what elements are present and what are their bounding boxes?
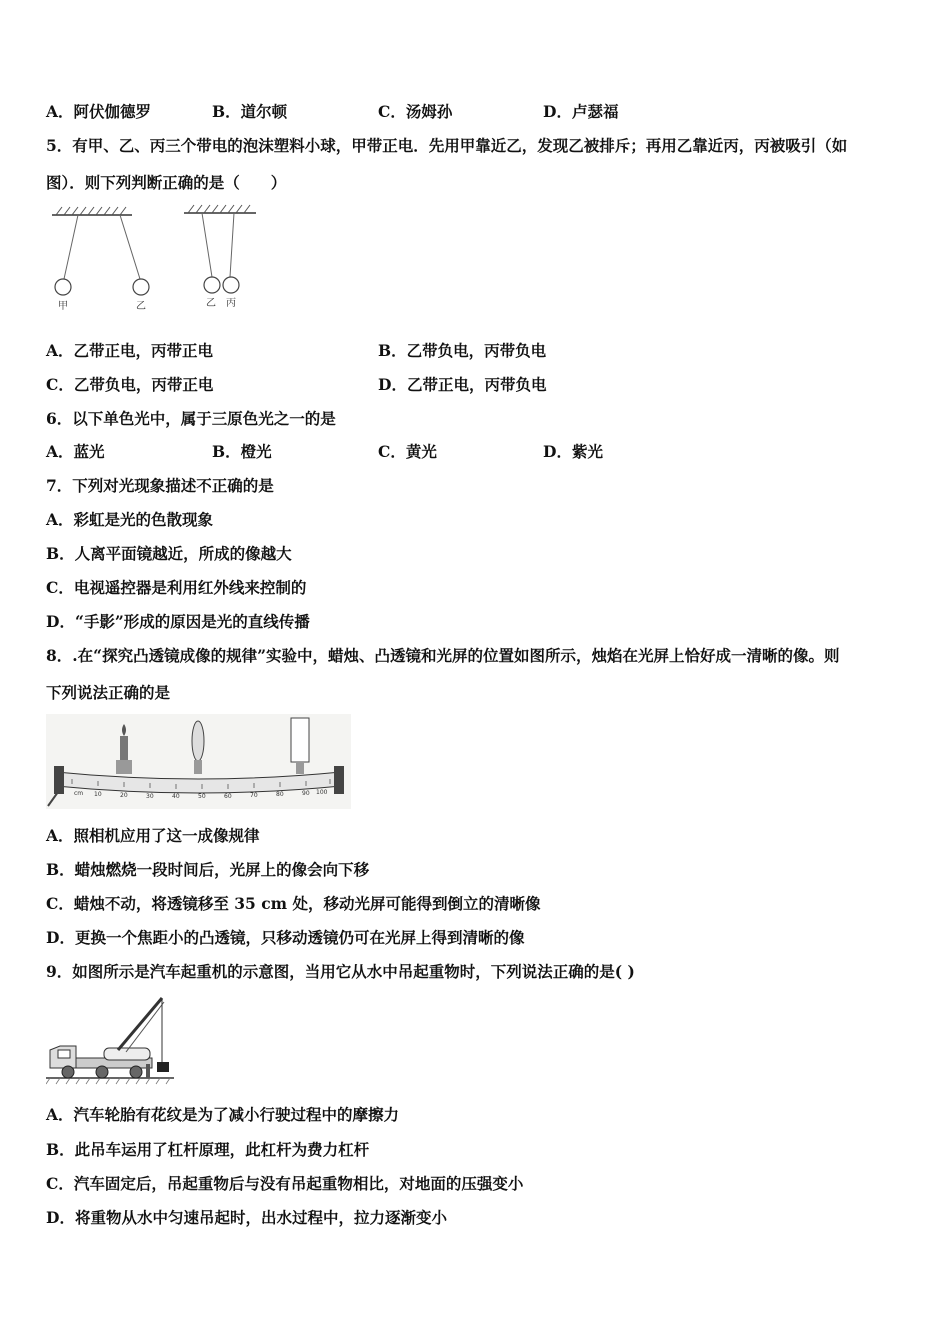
option-text: 照相机应用了这一成像规律	[73, 826, 260, 845]
label-bing: 丙	[226, 298, 236, 309]
option-text: 彩虹是光的色散现象	[73, 510, 214, 529]
option-key: C	[378, 102, 391, 121]
q5-option-a: A．乙带正电，丙带正电	[46, 341, 214, 360]
option-text: 人离平面镜越近，所成的像越大	[74, 544, 292, 563]
q9-option-a: A．汽车轮胎有花纹是为了减小行驶过程中的摩擦力	[46, 1105, 400, 1124]
crane-body	[104, 1048, 150, 1060]
option-key: A	[46, 510, 59, 529]
q7-option-d: D．“手影”形成的原因是光的直线传播	[46, 612, 310, 631]
label-yi2: 乙	[206, 298, 216, 309]
option-text: 乙带负电，丙带负电	[406, 341, 547, 360]
option-key: A	[46, 102, 59, 121]
tick-cm: cm	[74, 790, 84, 797]
option-text: 黄光	[405, 442, 437, 461]
option-text: 电视遥控器是利用红外线来控制的	[73, 578, 307, 597]
tick-40: 40	[172, 793, 180, 800]
yi2-string	[202, 213, 212, 277]
option-text: 紫光	[571, 442, 603, 461]
option-text: 此吊车运用了杠杆原理，此杠杆为费力杠杆	[74, 1140, 370, 1159]
option-key: C	[46, 578, 59, 597]
option-key: D	[378, 375, 392, 394]
q9-option-c: C．汽车固定后，吊起重物后与没有吊起重物相比，对地面的压强变小	[46, 1174, 524, 1193]
wheel-rear	[130, 1066, 142, 1078]
option-key: D	[46, 928, 60, 947]
option-key: C	[46, 894, 59, 913]
q7-stem: 7．下列对光现象描述不正确的是	[46, 476, 274, 495]
q8-stem-line1: 8．.在“探究凸透镜成像的规律”实验中，蜡烛、凸透镜和光屏的位置如图所示，烛焰在光屏上恰好成一清晰的像。则	[46, 646, 840, 665]
q9-option-b: B．此吊车运用了杠杆原理，此杠杆为费力杠杆	[46, 1140, 370, 1159]
option-text: 乙带负电，丙带正电	[73, 375, 214, 394]
truck-cab	[50, 1046, 76, 1068]
tick-80: 80	[276, 791, 284, 798]
bing-string	[230, 213, 234, 277]
option-text: 乙带正电，丙带负电	[406, 375, 547, 394]
tick-60: 60	[224, 793, 232, 800]
ball-bing	[223, 277, 239, 293]
option-key: D	[46, 1208, 60, 1227]
wheel-middle	[96, 1066, 108, 1078]
q4-option-b: B．道尔顿	[212, 102, 288, 121]
tick-30: 30	[146, 793, 154, 800]
option-key: D	[543, 442, 557, 461]
tick-50: 50	[198, 793, 206, 800]
q9-crane-truck-figure	[46, 992, 176, 1092]
q9-stem: 9．如图所示是汽车起重机的示意图，当用它从水中吊起重物时，下列说法正确的是( )	[46, 962, 635, 981]
option-key: D	[46, 612, 60, 631]
crane-boom	[118, 998, 164, 1052]
option-text: 乙带正电，丙带正电	[73, 341, 214, 360]
option-text: 汽车轮胎有花纹是为了减小行驶过程中的摩擦力	[73, 1105, 400, 1124]
q5-stem-line2: 图）．则下列判断正确的是（ ）	[46, 173, 287, 192]
q6-option-a: A．蓝光	[46, 442, 105, 461]
tick-10: 10	[94, 791, 102, 798]
option-text: 将重物从水中匀速吊起时，出水过程中，拉力逐渐变小	[74, 1208, 447, 1227]
option-key: B	[212, 442, 226, 461]
ball-yi	[133, 279, 149, 295]
option-text: “手影”形成的原因是光的直线传播	[74, 612, 310, 631]
q5-pendulum-figure	[46, 203, 262, 315]
option-text: 橙光	[240, 442, 272, 461]
option-key: B	[46, 860, 60, 879]
wheel-front	[62, 1066, 74, 1078]
option-key: B	[46, 544, 60, 563]
option-key: C	[378, 442, 391, 461]
ball-jia	[55, 279, 71, 295]
option-text: 蜡烛燃烧一段时间后，光屏上的像会向下移	[74, 860, 370, 879]
q6-stem: 6．以下单色光中，属于三原色光之一的是	[46, 409, 336, 428]
q5-option-b: B．乙带负电，丙带负电	[378, 341, 547, 360]
q5-option-c: C．乙带负电，丙带正电	[46, 375, 214, 394]
option-key: B	[212, 102, 226, 121]
q7-option-a: A．彩虹是光的色散现象	[46, 510, 214, 529]
option-key: A	[46, 1105, 59, 1124]
tick-20: 20	[120, 792, 128, 799]
option-key: D	[543, 102, 557, 121]
q8-option-b: B．蜡烛燃烧一段时间后，光屏上的像会向下移	[46, 860, 370, 879]
q8-option-a: A．照相机应用了这一成像规律	[46, 826, 260, 845]
q4-option-c: C．汤姆孙	[378, 102, 453, 121]
option-key: A	[46, 442, 59, 461]
q5-option-d: D．乙带正电，丙带负电	[378, 375, 547, 394]
heavy-load	[157, 1062, 169, 1072]
ball-yi2	[204, 277, 220, 293]
option-text: 卢瑟福	[571, 102, 619, 121]
tick-70: 70	[250, 792, 258, 799]
option-text: 阿伏伽德罗	[73, 102, 152, 121]
q8-option-d: D．更换一个焦距小的凸透镜，只移动透镜仍可在光屏上得到清晰的像	[46, 928, 525, 947]
option-key: C	[46, 375, 59, 394]
tick-90: 90	[302, 790, 310, 797]
q6-option-c: C．黄光	[378, 442, 437, 461]
q5-stem-line1: 5．有甲、乙、丙三个带电的泡沫塑料小球，甲带正电．先用甲靠近乙，发现乙被排斥；再用乙靠近丙，丙被吸引（如	[46, 136, 848, 155]
q4-option-d: D．卢瑟福	[543, 102, 619, 121]
label-yi: 乙	[136, 301, 146, 312]
option-text: 汤姆孙	[405, 102, 453, 121]
option-key: B	[46, 1140, 60, 1159]
option-key: A	[46, 341, 59, 360]
option-text: 道尔顿	[240, 102, 288, 121]
option-text: 更换一个焦距小的凸透镜，只移动透镜仍可在光屏上得到清晰的像	[74, 928, 525, 947]
jia-string	[64, 215, 78, 279]
outrigger	[146, 1064, 150, 1078]
q7-option-b: B．人离平面镜越近，所成的像越大	[46, 544, 292, 563]
q6-option-d: D．紫光	[543, 442, 603, 461]
option-text: 蓝光	[73, 442, 105, 461]
option-text: 蜡烛不动，将透镜移至 35 cm 处，移动光屏可能得到倒立的清晰像	[73, 894, 541, 913]
q8-optical-bench-figure	[46, 714, 351, 809]
tick-100: 100	[316, 789, 328, 796]
option-key: A	[46, 826, 59, 845]
option-key: B	[378, 341, 392, 360]
option-key: C	[46, 1174, 59, 1193]
label-jia: 甲	[58, 301, 68, 312]
yi-string	[120, 215, 140, 279]
option-text: 汽车固定后，吊起重物后与没有吊起重物相比，对地面的压强变小	[73, 1174, 524, 1193]
q8-stem-line2: 下列说法正确的是	[46, 683, 171, 702]
q4-option-a: A．阿伏伽德罗	[46, 102, 152, 121]
q6-option-b: B．橙光	[212, 442, 272, 461]
q9-option-d: D．将重物从水中匀速吊起时，出水过程中，拉力逐渐变小	[46, 1208, 447, 1227]
q8-option-c: C．蜡烛不动，将透镜移至 35 cm 处，移动光屏可能得到倒立的清晰像	[46, 894, 541, 913]
q7-option-c: C．电视遥控器是利用红外线来控制的	[46, 578, 307, 597]
